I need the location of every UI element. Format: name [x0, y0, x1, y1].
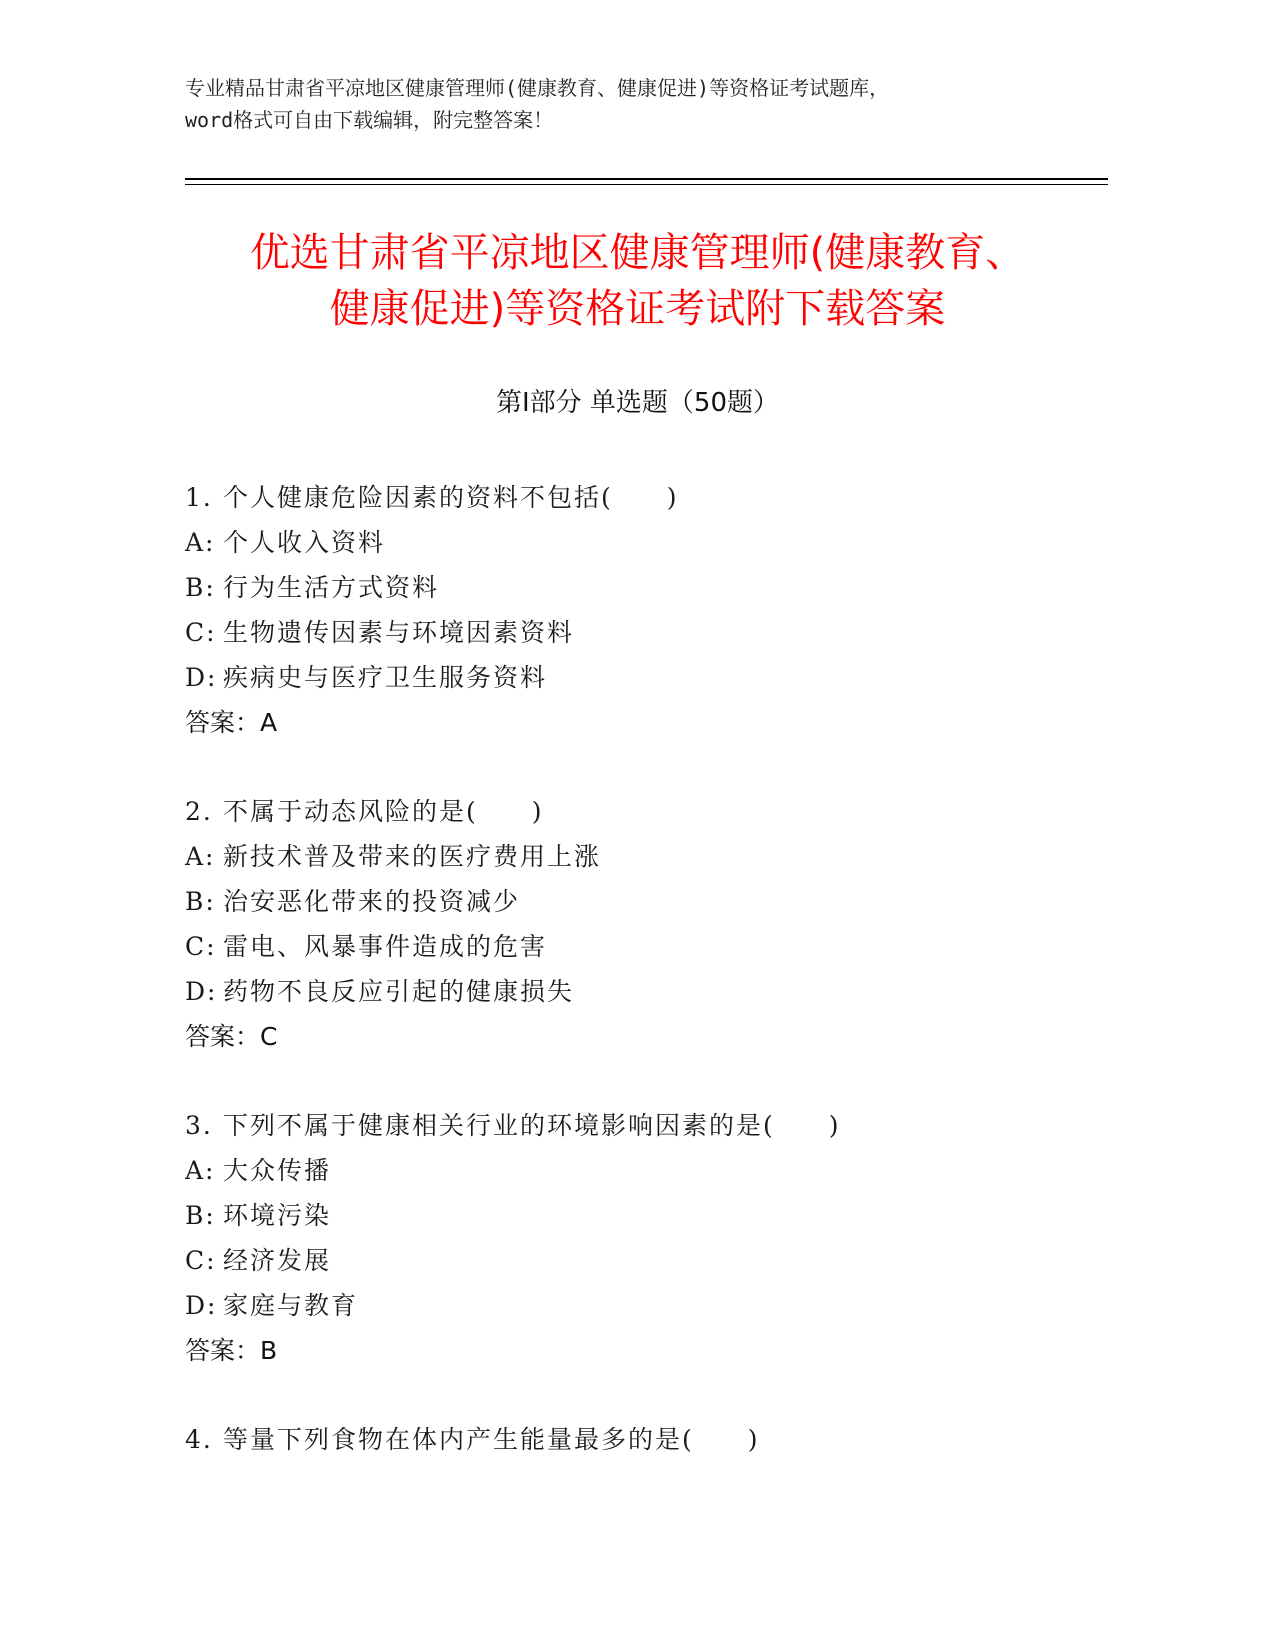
- question-text: 不属于动态风险的是( ): [223, 797, 544, 826]
- question-number: 4.: [185, 1425, 213, 1454]
- option-text: 药物不良反应引起的健康损失: [223, 977, 575, 1006]
- option-b: [185, 879, 1125, 924]
- question-list: [185, 475, 1125, 1506]
- option-text: 疾病史与医疗卫生服务资料: [223, 663, 548, 692]
- option-c: [185, 924, 1125, 969]
- option-text: 生物遗传因素与环境因素资料: [223, 618, 575, 647]
- question-text: 下列不属于健康相关行业的环境影响因素的是( ): [223, 1111, 841, 1140]
- option-text: 环境污染: [223, 1201, 332, 1230]
- question-stem: [185, 475, 1125, 520]
- document-title-line-2: 健康促进)等资格证考试附下载答案: [329, 286, 946, 332]
- header-note-line-1: 专业精品甘肃省平凉地区健康管理师(健康教育、健康促进)等资格证考试题库，: [185, 76, 890, 100]
- option-b: [185, 565, 1125, 610]
- question-stem: [185, 789, 1125, 834]
- header-note: [185, 72, 1085, 136]
- question-number: 2.: [185, 797, 213, 826]
- question-text: 等量下列食物在体内产生能量最多的是( ): [223, 1425, 760, 1454]
- option-a: [185, 520, 1125, 565]
- question-number: 1.: [185, 483, 213, 512]
- option-key: B:: [185, 573, 216, 602]
- question-1: [185, 475, 1125, 745]
- option-d: [185, 969, 1125, 1014]
- option-key: D:: [185, 663, 218, 692]
- option-key: A:: [185, 528, 216, 557]
- question-stem: [185, 1417, 1125, 1462]
- option-key: A:: [185, 842, 216, 871]
- option-key: B:: [185, 1201, 216, 1230]
- option-text: 治安恶化带来的投资减少: [223, 887, 521, 916]
- question-3: [185, 1103, 1125, 1373]
- question-2: [185, 789, 1125, 1059]
- option-key: C:: [185, 1246, 217, 1275]
- option-d: [185, 655, 1125, 700]
- option-a: [185, 834, 1125, 879]
- option-a: [185, 1148, 1125, 1193]
- option-text: 个人收入资料: [223, 528, 386, 557]
- answer-line: 答案：A: [185, 708, 278, 737]
- option-text: 雷电、风暴事件造成的危害: [223, 932, 548, 961]
- header-rule-thin: [185, 184, 1108, 185]
- question-text: 个人健康危险因素的资料不包括( ): [223, 483, 679, 512]
- option-d: [185, 1283, 1125, 1328]
- question-number: 3.: [185, 1111, 213, 1140]
- option-key: B:: [185, 887, 216, 916]
- option-key: D:: [185, 1291, 218, 1320]
- option-c: [185, 1238, 1125, 1283]
- option-text: 家庭与教育: [223, 1291, 359, 1320]
- option-text: 新技术普及带来的医疗费用上涨: [223, 842, 602, 871]
- option-c: [185, 610, 1125, 655]
- header-note-line-2: word格式可自由下载编辑，附完整答案！: [185, 108, 554, 132]
- document-title-line-1: 优选甘肃省平凉地区健康管理师(健康教育、: [249, 230, 1026, 276]
- question-4: [185, 1417, 1125, 1462]
- option-key: C:: [185, 618, 217, 647]
- option-text: 经济发展: [223, 1246, 332, 1275]
- section-heading: 第Ⅰ部分 单选题（50题）: [495, 388, 780, 418]
- answer-line: 答案：B: [185, 1336, 278, 1365]
- option-b: [185, 1193, 1125, 1238]
- question-stem: [185, 1103, 1125, 1148]
- answer-line: 答案：C: [185, 1022, 278, 1051]
- option-key: A:: [185, 1156, 216, 1185]
- option-key: C:: [185, 932, 217, 961]
- option-text: 大众传播: [223, 1156, 332, 1185]
- option-key: D:: [185, 977, 218, 1006]
- document-title: [150, 225, 1125, 337]
- option-text: 行为生活方式资料: [223, 573, 440, 602]
- header-rule-thick: [185, 178, 1108, 180]
